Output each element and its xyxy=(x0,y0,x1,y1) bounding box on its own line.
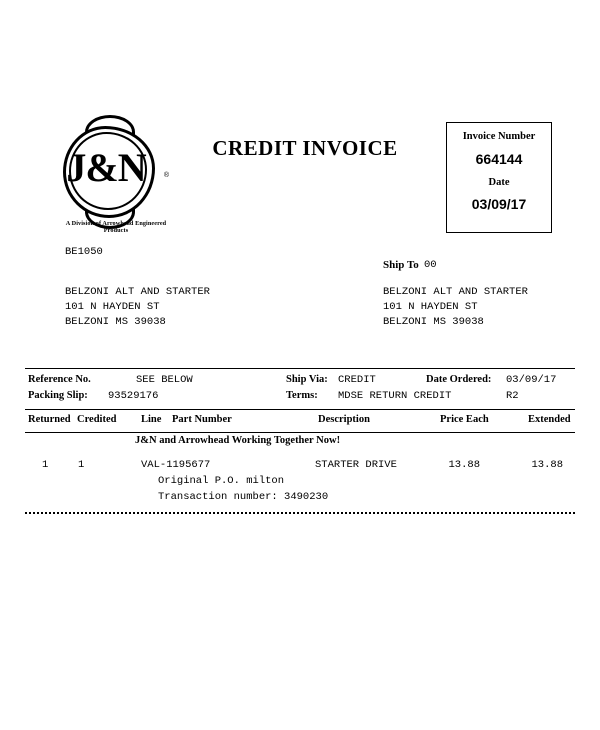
table-row xyxy=(0,459,600,475)
terms-value: MDSE RETURN CREDIT xyxy=(338,390,452,402)
reference-no-value: SEE BELOW xyxy=(136,374,193,386)
invoice-date-label: Date xyxy=(488,177,510,188)
cell-description: STARTER DRIVE xyxy=(315,459,397,471)
date-ordered-value: 03/09/17 xyxy=(506,374,557,386)
column-header-returned: Returned xyxy=(28,414,71,425)
bill-to-address xyxy=(65,285,210,330)
bill-to-street: 101 N HAYDEN ST xyxy=(65,301,160,313)
reference-row-1 xyxy=(28,374,573,390)
column-header-part-number: Part Number xyxy=(172,414,232,425)
ship-via-value: CREDIT xyxy=(338,374,376,386)
column-header-credited: Credited xyxy=(77,414,117,425)
packing-slip-label: Packing Slip: xyxy=(28,390,88,401)
reference-code: R2 xyxy=(506,390,519,402)
row-note-original-po: Original P.O. milton xyxy=(158,475,285,487)
packing-slip-value: 93529176 xyxy=(108,390,159,402)
ship-to-address xyxy=(383,285,528,330)
invoice-number-value: 664144 xyxy=(475,151,523,167)
ship-via-label: Ship Via: xyxy=(286,374,328,385)
row-note-transaction-number: Transaction number: 3490230 xyxy=(158,491,329,503)
invoice-date-value: 03/09/17 xyxy=(471,196,527,212)
page-title: CREDIT INVOICE xyxy=(212,136,398,160)
divider-header xyxy=(25,432,575,433)
invoice-number-box xyxy=(446,122,552,233)
bill-to-city-state-zip: BELZONI MS 39038 xyxy=(65,316,166,328)
reference-row-2 xyxy=(28,390,573,406)
ship-to-code: 00 xyxy=(424,259,437,271)
dotted-separator xyxy=(25,512,575,514)
promo-message: J&N and Arrowhead Working Together Now! xyxy=(135,435,341,446)
column-header-price-each: Price Each xyxy=(440,414,489,425)
column-header-description: Description xyxy=(318,414,370,425)
column-header-extended: Extended xyxy=(528,414,571,425)
company-logo xyxy=(55,126,169,234)
registered-trademark-icon: ® xyxy=(163,172,169,179)
cell-price-each: 13.88 xyxy=(448,459,480,471)
reference-no-label: Reference No. xyxy=(28,374,91,385)
divider-top xyxy=(25,368,575,369)
logo-text: J&N xyxy=(66,145,146,190)
invoice-number-label: Invoice Number xyxy=(462,131,536,142)
divider-middle xyxy=(25,409,575,410)
cell-part-number: VAL-1195677 xyxy=(141,459,211,471)
ship-to-name: BELZONI ALT AND STARTER xyxy=(383,286,528,298)
ship-to-city-state-zip: BELZONI MS 39038 xyxy=(383,316,484,328)
reference-block xyxy=(28,374,573,406)
ship-to-street: 101 N HAYDEN ST xyxy=(383,301,478,313)
cell-credited: 1 xyxy=(78,459,85,471)
bill-to-name: BELZONI ALT AND STARTER xyxy=(65,286,210,298)
cell-returned: 1 xyxy=(42,459,49,471)
cell-extended: 13.88 xyxy=(531,459,563,471)
ship-to-label: Ship To xyxy=(383,259,419,271)
account-number: BE1050 xyxy=(65,246,103,258)
terms-label: Terms: xyxy=(286,390,318,401)
logo-tagline: A Division of Arrowhead Engineered Products xyxy=(65,220,167,234)
date-ordered-label: Date Ordered: xyxy=(426,374,492,385)
column-header-line: Line xyxy=(141,414,162,425)
